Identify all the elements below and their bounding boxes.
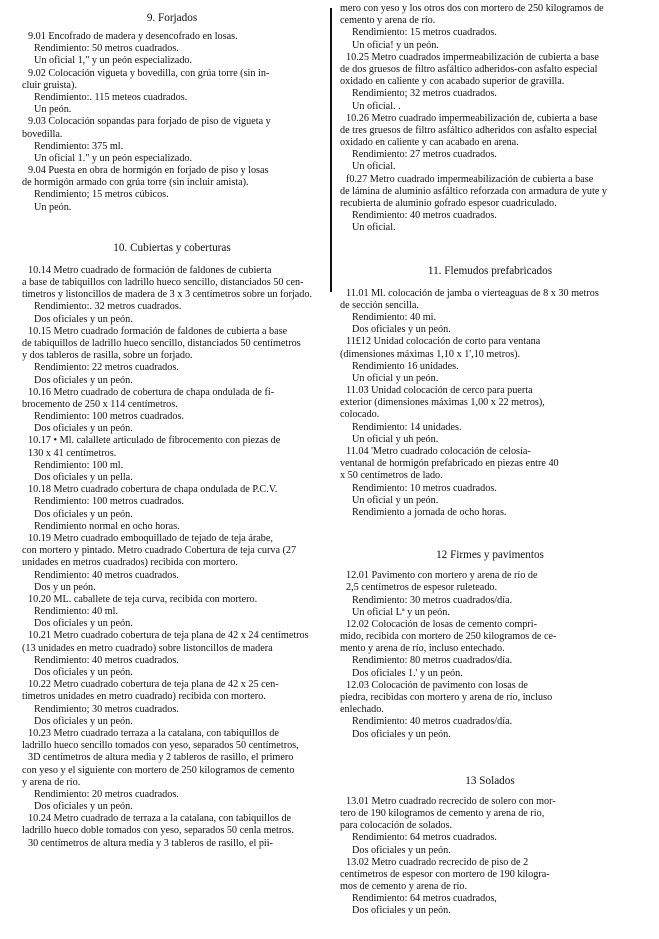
text-line: bovedilla. [22,128,63,140]
text-line: 10.24 Metro cuadrado de terraza a la catalana, con tabiquillos de [28,813,292,825]
text-line: brocemento de 250 x 114 centímetros. [22,398,178,410]
text-line: Un oficial Lª y un peón. [352,606,450,618]
section-solados [340,796,640,918]
text-line: 13.02 Metro cuadrado recrecido de piso de 2 [346,856,529,868]
text-line: Rendimiento; 30 metros cuadrados. [34,703,179,715]
text-line: Dos oficiales y un peón. [352,324,451,336]
text-line: piedra, recibidas con mortero y arena de río, incluso [340,692,553,703]
text-line: para colocación de solados. [340,820,453,832]
text-line: Rendimiento: 40 mi. [352,311,437,323]
text-line: de hormigón armado con grúa torre (sin incluir amista). [22,177,249,189]
text-line: tímetros y listoncillos de madera de 3 x 3 centímetros sobre un forjado. [22,289,312,301]
text-line: con yeso y el siguiente con mortero de 250 kilogramos de cemento [22,764,295,776]
text-line: Rendimiento: 80 metros cuadrados/día. [352,655,513,667]
text-line: ventanal de hormigón prefabricado en piezas entre 40 [340,458,559,470]
text-line: Dos y un peón. [34,581,96,593]
section-firmes [340,570,640,741]
text-line: enlechado. [340,704,384,716]
text-line: 9.01 Encofrado de madera y desencofrado en losas. [28,31,238,42]
text-line: Rendimiento: 14 unidades. [352,421,462,433]
section-title-flemudos: 11. Flemudos prefabricados [427,264,553,277]
text-line: Rendimiento: 100 metros cuadrados. [34,496,184,508]
text-line: Rendimiento normal en ocho horas. [34,520,180,532]
text-line: Rendimiento: 64 metros cuadrados. [352,832,497,844]
text-line: 9.03 Colocación sopandas para forjado de piso de vigueta y [28,116,271,128]
text-line: Rendimiento: 10 metros cuadrados. [352,482,497,494]
text-line: Un peón. [34,104,72,116]
section-title-forjados: 9. Forjados [146,12,198,24]
text-line: 10.23 Metro cuadrado terraza a la catalana, con tabiquillos de [28,727,279,739]
text-line: Rendimiento: 40 metros cuadrados. [34,654,179,666]
right-column [340,0,640,918]
text-line: de sección sencilla. [340,299,419,311]
text-line: Un peón. [34,201,72,213]
text-line: Rendimiento: 40 metros cuadrados. [34,569,179,581]
text-line: Dos oficiales y un peón. [34,618,133,630]
section-flemudos [340,288,640,520]
text-line: centímetros de espesor con mortero de 190 kilogra- [340,868,550,880]
text-line: Rendimiento: 50 metros cuadrados. [34,43,179,55]
text-line: 10.18 Metro cuadrado cobertura de chapa ondulada de P.C.V. [28,484,278,496]
text-line: Un oficial. [352,161,396,173]
text-line: Rendimiento a jornada de ocho horas. [352,506,507,518]
column-divider [330,8,332,292]
text-line: 12.02 Colocación de losas de cemento compri- [346,618,537,630]
text-line: Rendimiento: 20 metros cuadrados. [34,788,179,800]
text-line: Dos oficiales y un peón. [34,715,133,727]
section-title-solados: 13 Solados [465,774,515,787]
text-line: Rendimiento: 15 metros cuadrados. [352,27,497,39]
text-line: 11£12 Unidad colocación de corto para ventana [346,336,541,348]
text-line: mento y arena de río, incluso entechado. [340,643,505,655]
text-line: Dos oficiales y un peón. [352,905,451,917]
text-line: Rendimiento: 27 metros cuadrados. [352,149,497,161]
text-line: recubierta de aluminio gofrado espesor cuadriculado. [340,198,557,209]
text-line: Dos oficiales y un pella. [34,472,133,483]
text-line: Dos oficiales y un peón. [352,728,451,740]
text-line: 12.01 Pavimento con mortero y arena de río de [346,570,538,582]
text-line: Rendimiento; 32 metros cuadrados. [352,88,497,100]
text-line: ladrillo hueco sencillo tomados con yeso, separados 50 centímetros, [22,740,299,752]
text-line: Un oficial 1." y un peón especializado. [34,152,193,164]
text-line: 10.15 Metro cuadrado formación de faldones de cubierta a base [28,325,288,337]
text-line: 11.04 'Metro cuadrado colocación de celosía- [346,446,531,457]
text-line: Rendimiento 16 unidades. [352,360,459,372]
text-line: Rendimiento: 100 ml. [34,459,124,471]
text-line: Rendimiento: 40 metros cuadrados. [352,210,497,222]
text-line: 2,5 centímetros de espesor ruleteado. [346,582,498,594]
section-forjados [22,31,322,214]
text-line: de dos gruesos de filtro asfáltico adheridos-con asfalto especial [340,63,598,75]
text-line: 3D centímetros de altura media y 2 tableros de rasillo, el primero [28,752,294,764]
text-line: tero de 190 kilogramos de cemento y arena de río, [340,807,545,819]
text-line: mido, recibida con mortero de 250 kilogramos de ce- [340,631,557,643]
text-line: 10.22 Metro cuadrado cobertura de teja plana de 42 x 25 cen- [28,679,279,691]
text-line: Dos oficiales y un peón. [34,423,133,435]
text-line: a base de tabiquillos con ladrillo hueco sencillo, distanciados 50 cen- [22,277,304,288]
text-line: 10.21 Metro cuadrado cobertura de teja plana de 42 x 24 centímetros [28,630,309,642]
text-line: 130 x 41 centímetros. [28,447,117,459]
text-line: Rendimiento: 40 metros cuadrados/día. [352,716,513,728]
text-line: colocado. [340,409,380,421]
text-line: mos de cemento y arena de río. [340,881,468,893]
text-line: 12.03 Colocación de pavimento con losas de [346,679,528,691]
text-line: 10.26 Metro cuadrado impermeabilización de, cubierta a base [346,112,598,124]
text-line: Rendimiento:. 115 meteos cuadrados. [34,91,188,103]
text-line: cemento y arena de río. [340,15,436,27]
text-line: 9.04 Puesta en obra de hormigón en forjado de piso y losas [28,165,269,177]
text-line: oxidado en caliente y can acabado en arena. [340,137,519,149]
text-line: 9.02 Colocación vigueta y bovedilla, con grúa torre (sin in- [28,67,270,79]
text-line: de tabiquillos de ladrillo hueco sencillo, distanciados 50 centímetros [22,337,301,349]
text-line: x 50 centímetros de lado. [340,470,443,482]
text-line: Rendimiento; 15 metros cúbicos. [34,189,169,201]
text-line: 30 centímetros de altura media y 3 tableros de rasillo, el pii- [28,837,273,849]
text-line: 11.03 Unidad colocación de cerco para puerta [346,385,533,397]
text-line: 10.25 Metro cuadrados impermeabilización de cubierta a base [346,51,599,63]
text-line: tímetros unidades en metro cuadrado) recibida con mortero. [22,691,266,703]
text-line: Dos oficiales y un peón. [352,844,451,856]
text-line: (13 unidades en metro cuadrado) sobre listoncillos de madera [22,642,273,654]
text-line: Rendimiento: 64 metros cuadrados, [352,893,497,905]
text-line: 10.14 Metro cuadrado de formación de faldones de cubierta [28,264,272,276]
text-line: 10.17 • Ml. calallete articulado de fibrocemento con piezas de [28,435,281,447]
text-line: Un oficial y uh peón. [352,433,439,445]
text-line: 11.01 Ml. colocación de jamba o vierteaguas de 8 x 30 metros [346,287,599,299]
text-line: Dos oficiales 1.' y un peón. [352,667,463,679]
text-line: (dimensiones máximas 1,10 x 1',10 metros). [340,348,521,360]
text-line: Rendimiento: 30 metros cuadrados/día. [352,594,513,606]
text-line: de lámina de aluminio asfáltico reforzada con armadura de yute y [340,185,608,197]
text-line: 13.01 Metro cuadrado recrecido de solero con mor- [346,795,556,807]
text-line: Dos oficiales y un peón. [34,508,133,520]
text-line: Un oficial y un peón. [352,494,439,506]
text-line: Dos oficiales y un peón. [34,801,133,813]
text-line: Un oficial y un peón. [352,372,439,384]
text-line: Dos oficiales y un peón. [34,374,133,386]
text-line: Rendimiento: 22 metros cuadrados. [34,362,179,374]
left-column [22,0,322,850]
text-line: Un oficial 1," y un peón especializado. [34,55,193,67]
text-line: Dos oficiales y un peón. [34,313,133,325]
text-line: ladrillo hueco doble tomados con yeso, separados 50 cenla metros. [22,825,294,837]
text-line: exterior (dimensiones máximas 1,00 x 22 metros), [340,397,545,409]
text-line: Un oficial. [352,222,396,234]
text-line: con mortero y pintado. Metro cuadrado Cobertura de teja curva (27 [22,545,297,557]
text-line: Rendimiento: 375 ml. [34,140,124,152]
section-cubiertas [22,265,322,850]
text-line: unidades en metros cuadrados) recibida con mortero. [22,557,238,569]
text-line: Un oficial. . [352,100,401,112]
text-line: Rendimiento: 40 ml. [34,606,119,618]
text-line: mero con yeso y los otros dos con mortero de 250 kilogramos de [340,3,604,14]
text-line: oxidado en caliente y con acabado superior de gravilla. [340,76,565,88]
text-line: de tres gruesos de filtro asfáltico adheridos con asfalto especial [340,124,598,136]
text-line: 10.19 Metro cuadrado emboquillado de tejado de teja árabe, [28,532,273,544]
text-line: 10.16 Metro cuadrado de cobertura de chapa ondulada de fi- [28,386,275,398]
text-line: Rendimiento: 100 metros cuadrados. [34,411,184,423]
text-line: Rendimiento:. 32 metros cuadrados. [34,301,182,313]
text-line: Un oficia! y un peón. [352,39,439,51]
text-line: 10.20 ML. caballete de teja curva, recibida con mortero. [28,593,258,605]
text-line: y dos tableros de rasilla, sobre un forjado. [22,350,193,362]
text-line: y arena de río. [22,776,81,788]
section-title-firmes: 12 Firmes y pavimentos [436,549,544,562]
section-cubiertas-continued [340,3,640,235]
section-title-cubiertas: 10. Cubiertas y coberturas [113,241,231,254]
text-line: Dos oficiales y un peón. [34,667,133,678]
text-line: f0.27 Metro cuadrado impermeabilización de cubierta a base [346,173,594,185]
text-line: cluir gruista). [22,79,77,91]
